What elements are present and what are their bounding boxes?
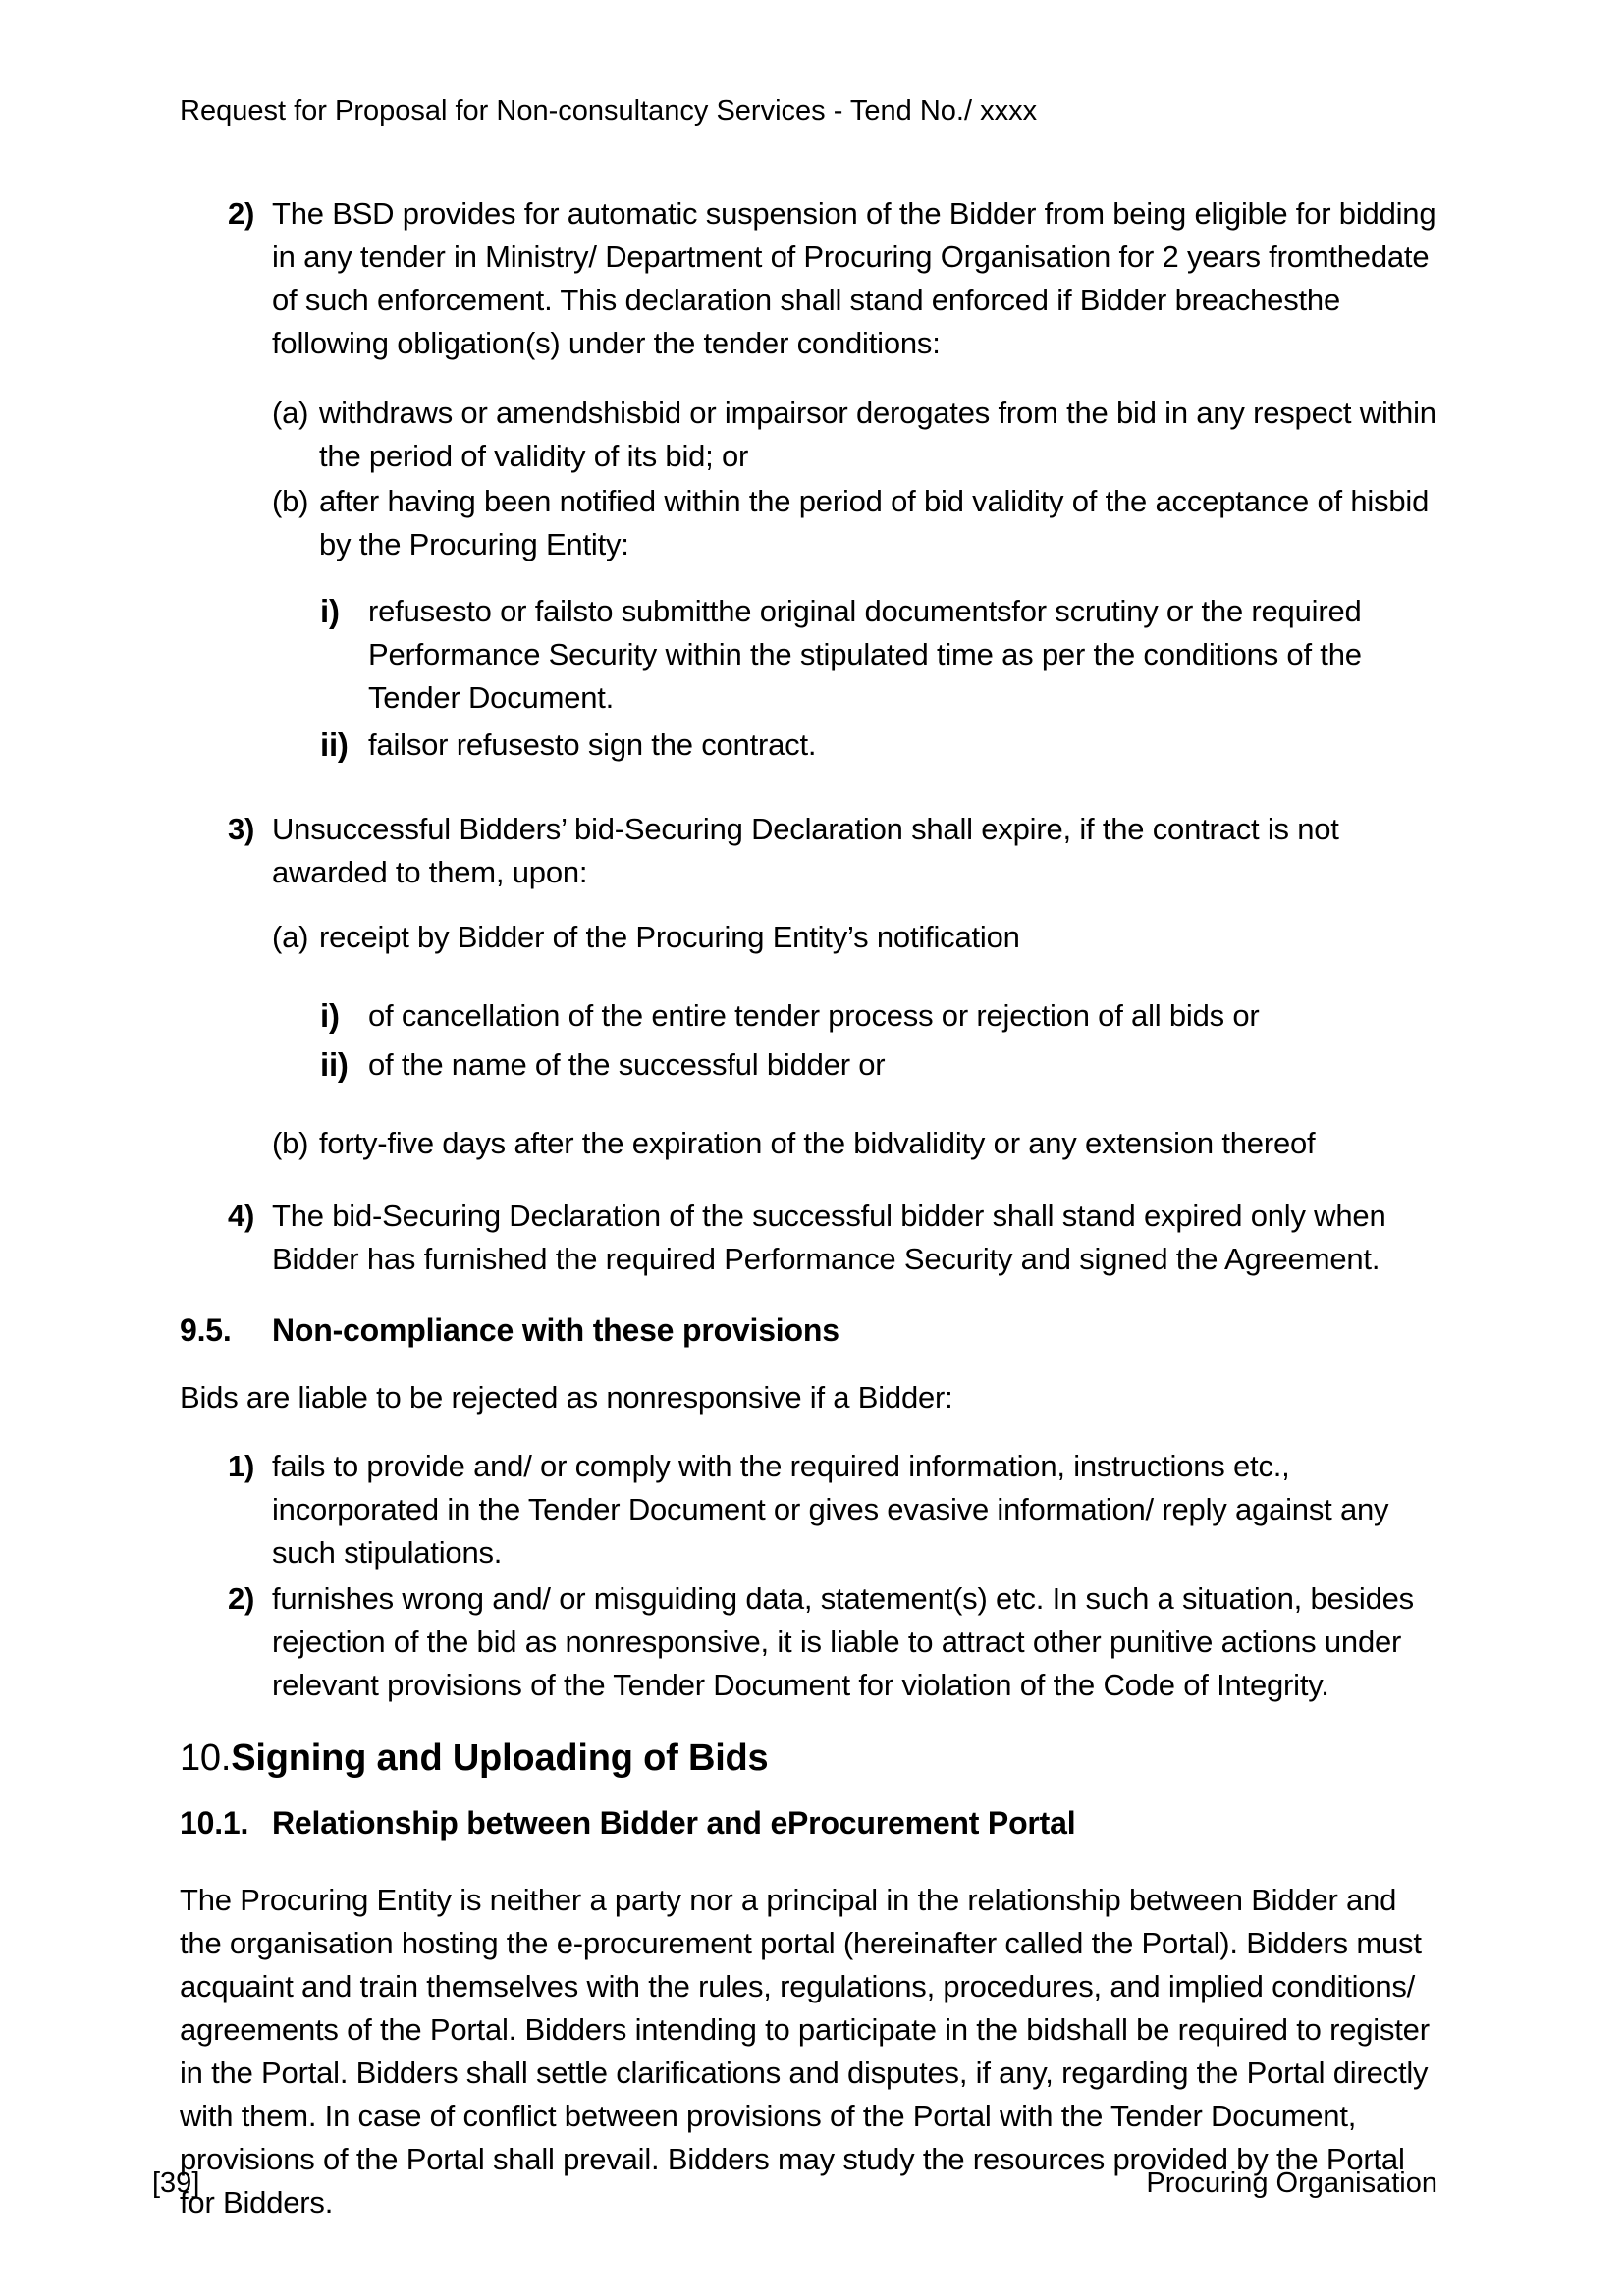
list-item-2b-text: after having been notified within the period of bid validity of the acceptance of hisbid by the Procuring Entity: <box>319 484 1430 561</box>
page-header-title: Request for Proposal for Non-consultancy Services - Tend No./ xxxx <box>180 95 1038 127</box>
section-9-5-number: 9.5. <box>180 1312 232 1348</box>
footer-page-number: [39] <box>152 2167 200 2199</box>
list-item-4-marker: 4) <box>228 1199 255 1233</box>
list-item-3a <box>180 916 1443 959</box>
section-10-title: Signing and Uploading of Bids <box>231 1737 769 1779</box>
list-item-3-text: Unsuccessful Bidders’ bid-Securing Declaration shall expire, if the contract is not awarded to them, upon: <box>272 812 1339 889</box>
paragraph-bids-liable: Bids are liable to be rejected as nonresponsive if a Bidder: <box>180 1380 953 1415</box>
list-item-2b-i <box>180 590 1443 720</box>
list-item-2b <box>180 480 1443 566</box>
footer-organisation: Procuring Organisation <box>1146 2167 1437 2199</box>
list-item-n1 <box>180 1445 1443 1575</box>
list-item-2b-ii <box>180 723 1443 767</box>
list-item-2-text: The BSD provides for automatic suspension of the Bidder from being eligible for bidding in any tender in Ministry/ Department of Procuring Organisation for 2 years fromthedate of such enforcement. This declaration shall stand enforced if Bidder breachesthe following obligation(s) under the tender conditions: <box>272 196 1436 360</box>
list-item-2b-ii-text: failsor refusesto sign the contract. <box>368 727 817 762</box>
section-10-1-heading <box>180 1800 1443 1845</box>
list-item-2a <box>180 392 1443 478</box>
list-item-2b-i-text: refusesto or failsto submitthe original documentsfor scrutiny or the required Performance Security within the stipulated time as per the conditions of the Tender Document. <box>368 594 1362 715</box>
list-item-3a-i-text: of cancellation of the entire tender process or rejection of all bids or <box>368 998 1260 1033</box>
list-item-3a-marker: (a) <box>272 920 309 954</box>
list-item-n2 <box>180 1577 1443 1707</box>
list-item-2a-marker: (a) <box>272 396 309 430</box>
list-item-3a-i-marker: i) <box>320 997 340 1034</box>
list-item-3b <box>180 1122 1443 1165</box>
list-item-3 <box>180 808 1443 894</box>
section-10-1-number: 10.1. <box>180 1805 249 1841</box>
list-item-3-marker: 3) <box>228 812 255 846</box>
list-item-2b-ii-marker: ii) <box>320 726 349 763</box>
list-item-3a-ii-text: of the name of the successful bidder or <box>368 1047 886 1082</box>
list-item-2-marker: 2) <box>228 196 255 231</box>
list-item-n2-marker: 2) <box>228 1581 255 1616</box>
list-item-3a-text: receipt by Bidder of the Procuring Entity’s notification <box>319 920 1020 954</box>
list-item-2a-text: withdraws or amendshisbid or impairsor derogates from the bid in any respect within the period of validity of its bid; or <box>319 396 1436 473</box>
list-item-2b-marker: (b) <box>272 484 309 518</box>
section-10-1-title: Relationship between Bidder and eProcurement Portal <box>272 1805 1076 1841</box>
list-item-2 <box>180 192 1443 365</box>
list-item-3a-ii <box>180 1043 1443 1087</box>
section-9-5-title: Non-compliance with these provisions <box>272 1312 839 1348</box>
list-item-n1-text: fails to provide and/ or comply with the required information, instructions etc., incorporated in the Tender Document or gives evasive information/ reply against any such stipulations. <box>272 1449 1389 1570</box>
section-9-5-heading <box>180 1308 1443 1353</box>
list-item-4-text: The bid-Securing Declaration of the successful bidder shall stand expired only when Bidder has furnished the required Performance Security and signed the Agreement. <box>272 1199 1386 1276</box>
section-10-heading <box>180 1733 1443 1784</box>
list-item-3a-i <box>180 994 1443 1038</box>
list-item-n1-marker: 1) <box>228 1449 255 1483</box>
section-10-number: 10. <box>180 1737 232 1779</box>
list-item-3b-marker: (b) <box>272 1126 309 1160</box>
page-footer <box>152 2166 1437 2200</box>
list-item-n2-text: furnishes wrong and/ or misguiding data, statement(s) etc. In such a situation, besides rejection of the bid as nonresponsive, it is liable to attract other punitive actions under relevant provisions of the Tender Document for violation of the Code of Integrity. <box>272 1581 1414 1702</box>
list-item-3a-ii-marker: ii) <box>320 1046 349 1083</box>
paragraph-portal: The Procuring Entity is neither a party nor a principal in the relationship between Bidder and the organisation hosting the e-procurement portal (hereinafter called the Portal). Bidders must acquaint and train themselves with the rules, regulations, procedures, and implied conditions/ agreements of the Portal. Bidders intending to participate in the bidshall be required to register in the Portal. Bidders shall settle clarifications and disputes, if any, regarding the Portal directly with them. In case of conflict between provisions of the Portal with the Tender Document, provisions of the Portal shall prevail. Bidders may study the resources provided by the Portal for Bidders. <box>180 1883 1430 2219</box>
list-item-3b-text: forty-five days after the expiration of the bidvalidity or any extension thereof <box>319 1126 1316 1160</box>
list-item-4 <box>180 1195 1443 1281</box>
list-item-2b-i-marker: i) <box>320 593 340 629</box>
